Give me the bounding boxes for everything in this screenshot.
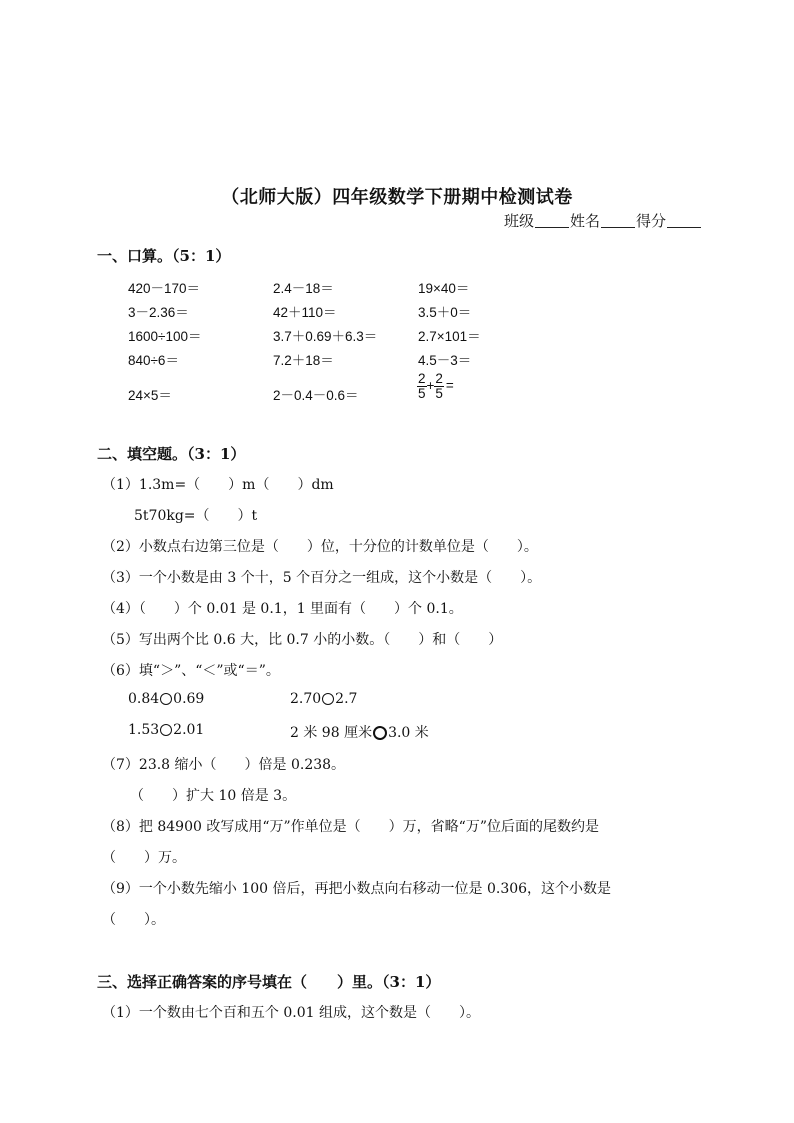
compare-circle [160, 724, 172, 736]
question-3: （3）一个小数是由 3 个十，5 个百分之一组成，这个小数是（ ）。 [102, 570, 542, 586]
calc-item: 2.4－18＝ [273, 281, 334, 296]
calc-item: 24×5＝ [128, 388, 172, 403]
calc-item: 420－170＝ [128, 281, 201, 296]
compare-item: 0.84 0.69 [128, 691, 205, 707]
fraction-1: $\frac{2}{5}$ [418, 371, 426, 401]
question-1b: 5t70kg=（ ）t [134, 508, 258, 524]
question-4: （4）（ ）个 0.01 是 0.1，1 里面有（ ）个 0.1。 [102, 601, 463, 617]
section1-heading: 一、口算。（5：1） [97, 247, 231, 265]
page-title: （北师大版）四年级数学下册期中检测试卷 [221, 187, 573, 208]
question-7b: （ ）扩大 10 倍是 3。 [130, 788, 297, 804]
calc-item: 840÷6＝ [128, 353, 179, 368]
calc-item: 1600÷100＝ [128, 329, 202, 344]
compare-item: 1.53 2.01 [128, 722, 205, 738]
question-9b: （ ）。 [102, 912, 165, 928]
calc-item: 3.7＋0.69＋6.3＝ [273, 329, 378, 344]
question-6: （6）填“＞”、“＜”或“＝”。 [102, 663, 280, 679]
section3-heading: 三、选择正确答案的序号填在（ ）里。（3：1） [97, 973, 441, 991]
calc-item: 19×40＝ [418, 281, 470, 296]
question-9a: （9）一个小数先缩小 100 倍后，再把小数点向右移动一位是 0.306，这个小数是 [102, 881, 612, 897]
section2-heading: 二、填空题。（3：1） [97, 445, 246, 463]
section3-question-1: （1）一个数由七个百和五个 0.01 组成，这个数是（ ）。 [102, 1005, 480, 1021]
name-blank [601, 213, 635, 228]
score-blank [667, 213, 701, 228]
fraction-2: $\frac{2}{5}$ [435, 371, 443, 401]
question-1a: （1）1.3m=（ ）m（ ）dm [102, 477, 334, 493]
name-label: 姓名 [569, 212, 600, 230]
compare-item: 2.70 2.7 [290, 691, 358, 707]
compare-circle [322, 693, 334, 705]
calc-item: 3.5＋0＝ [418, 305, 472, 320]
compare-item: 2 米 98 厘米 3.0 米 [290, 725, 429, 741]
calc-item: 2－0.4－0.6＝ [273, 388, 359, 403]
question-5: （5）写出两个比 0.6 大，比 0.7 小的小数。（ ）和（ ） [102, 632, 503, 648]
question-2: （2）小数点右边第三位是（ ）位，十分位的计数单位是（ ）。 [102, 539, 538, 555]
question-7a: （7）23.8 缩小（ ）倍是 0.238。 [102, 757, 346, 773]
calc-item: 2.7×101＝ [418, 329, 481, 344]
compare-circle [160, 693, 172, 705]
score-label: 得分 [635, 212, 666, 230]
question-8b: （ ）万。 [102, 850, 186, 866]
fraction-calc-item: $\frac{2}{5}$ + $\frac{2}{5}$ = [418, 371, 454, 401]
class-blank [535, 213, 569, 228]
student-info [504, 210, 702, 231]
compare-circle [373, 726, 387, 740]
calc-item: 7.2＋18＝ [273, 353, 334, 368]
class-label: 班级 [503, 212, 534, 230]
calc-item: 42＋110＝ [273, 305, 337, 320]
calc-item: 3－2.36＝ [128, 305, 189, 320]
question-8a: （8）把 84900 改写成用“万”作单位是（ ）万，省略“万”位后面的尾数约是 [102, 819, 599, 835]
calc-item: 4.5－3＝ [418, 353, 472, 368]
